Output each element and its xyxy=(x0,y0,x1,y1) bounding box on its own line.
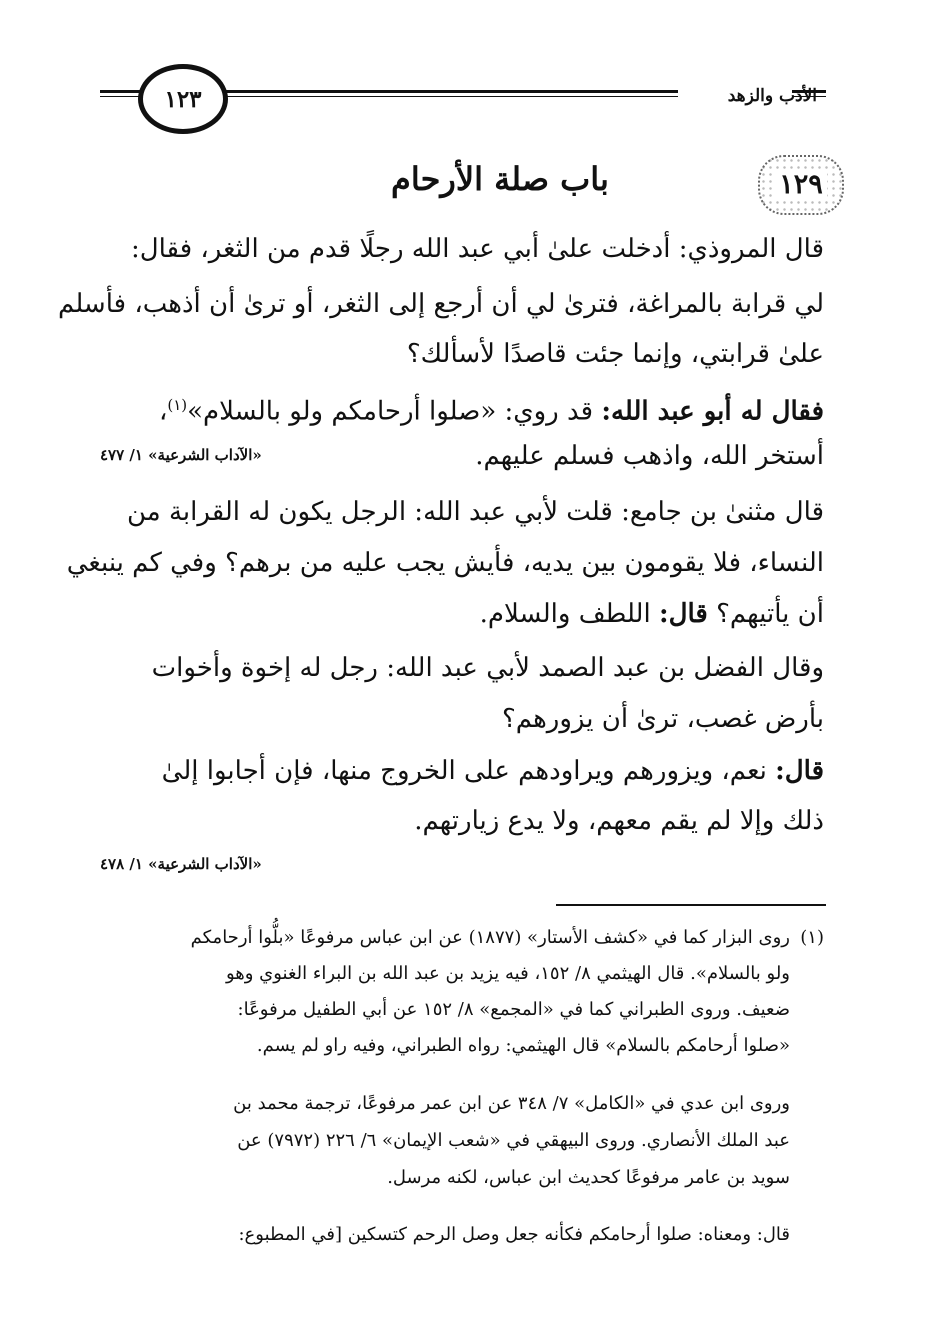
header-rule-left-top xyxy=(100,90,140,93)
header-rule-mid-top xyxy=(218,90,678,93)
header-rule-mid-bottom xyxy=(218,96,678,97)
body-line: بأرض غصب، ترىٰ أن يزورهم؟ xyxy=(501,704,824,734)
body-bold-run: قال: xyxy=(775,756,824,786)
footnote-line: روى البزار كما في «كشف الأستار» (١٨٧٧) عن ابن عباس مرفوعًا «بلُّوا أرحامكم xyxy=(190,927,790,948)
body-line xyxy=(100,594,824,634)
body-run: أن يأتيهم؟ xyxy=(707,599,824,629)
footnote-reference: (١) xyxy=(167,396,188,414)
body-line: ذلك وإلا لم يقم معهم، ولا يدع زيارتهم. xyxy=(414,806,824,836)
body-line: أستخر الله، واذهب فسلم عليهم. xyxy=(475,441,824,471)
page-number xyxy=(138,64,228,134)
footnote-marker: (١) xyxy=(800,927,824,948)
body-run: ، xyxy=(158,396,168,427)
chapter-number: ١٢٩ xyxy=(775,170,827,200)
body-bold-run: فقال له أبو عبد الله: xyxy=(601,396,824,427)
body-line: قال المروذي: أدخلت علىٰ أبي عبد الله رجلًا قدم من الثغر، فقال: xyxy=(130,234,824,264)
source-reference: «الآداب الشرعية» ١/ ٤٧٧ xyxy=(100,446,262,464)
body-run: اللطف والسلام. xyxy=(479,599,659,629)
body-line: لي قرابة بالمراغة، فترىٰ لي أن أرجع إلى الثغر، أو ترىٰ أن أذهب، فأسلم xyxy=(58,289,824,319)
body-line xyxy=(100,751,824,791)
body-line: قال مثنىٰ بن جامع: قلت لأبي عبد الله: الرجل يكون له القرابة من xyxy=(126,497,824,527)
footnote-line: «صلوا أرحامكم بالسلام» قال الهيثمي: رواه الطبراني، وفيه راو لم يسم. xyxy=(256,1035,790,1056)
footnote-line: سويد بن عامر مرفوعًا كحديث ابن عباس، لكنه مرسل. xyxy=(387,1167,790,1188)
body-run: نعم، ويزورهم ويراودهم على الخروج منها، فإن أجابوا إلىٰ xyxy=(161,756,776,786)
body-line xyxy=(100,385,824,432)
chapter-title: باب صلة الأرحام xyxy=(391,160,609,198)
footnote-separator xyxy=(556,904,826,906)
page-number-text: ١٢٣ xyxy=(164,85,202,113)
header-rule-left-bottom xyxy=(100,96,140,97)
running-title: الأدب والزهد xyxy=(727,86,817,106)
body-line: علىٰ قرابتي، وإنما جئت قاصدًا لأسألك؟ xyxy=(406,339,824,369)
source-reference: «الآداب الشرعية» ١/ ٤٧٨ xyxy=(100,855,262,873)
body-bold-run: قال: xyxy=(658,599,708,629)
chapter-number-badge xyxy=(758,155,844,215)
footnote-line: قال: ومعناه: صلوا أرحامكم فكأنه جعل وصل الرحم كتسكين [في المطبوع: xyxy=(238,1224,790,1245)
footnote-line: عبد الملك الأنصاري. وروى البيهقي في «شعب الإيمان» ٦/ ٢٢٦ (٧٩٧٢) عن xyxy=(237,1130,790,1151)
body-line: النساء، فلا يقومون بين يديه، فأيش يجب عليه من برهم؟ وفي كم ينبغي xyxy=(66,548,824,578)
body-run: قد روي: «صلوا أرحامكم ولو بالسلام» xyxy=(187,396,602,427)
body-line: وقال الفضل بن عبد الصمد لأبي عبد الله: رجل له إخوة وأخوات xyxy=(151,653,824,683)
footnote-line: ضعيف. وروى الطبراني كما في «المجمع» ٨/ ١٥٢ عن أبي الطفيل مرفوعًا: xyxy=(237,999,790,1020)
footnote-line: وروى ابن عدي في «الكامل» ٧/ ٣٤٨ عن ابن عمر مرفوعًا، ترجمة محمد بن xyxy=(233,1093,790,1114)
footnote-line: ولو بالسلام». قال الهيثمي ٨/ ١٥٢، فيه يزيد بن عبد الله بن البراء الغنوي وهو xyxy=(225,963,790,984)
